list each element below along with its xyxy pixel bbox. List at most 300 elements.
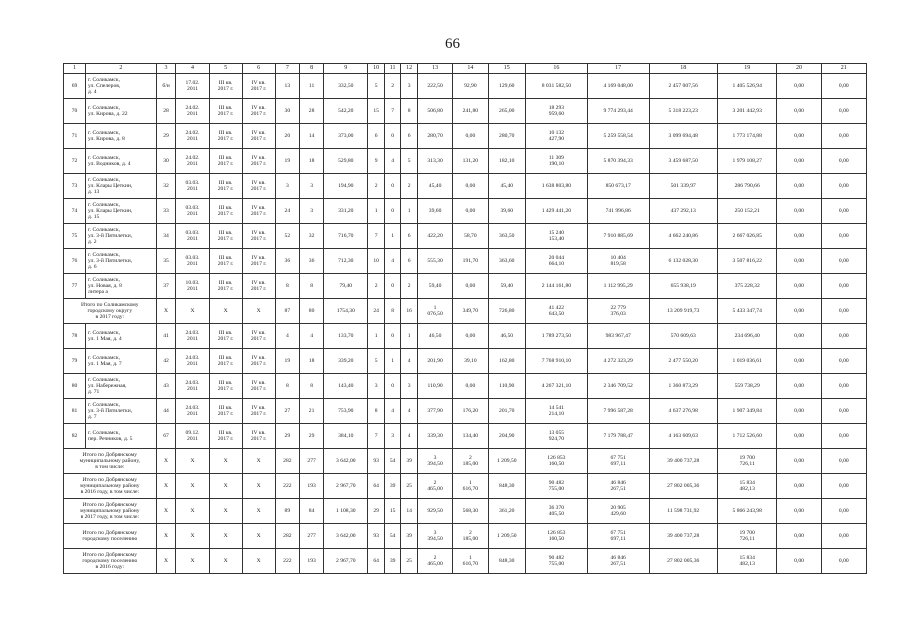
table-cell: 1 979 108,27 (717, 149, 777, 174)
table-cell: X (209, 299, 242, 324)
table-cell: 5 (368, 74, 385, 99)
table-cell: 42 (156, 349, 176, 374)
table-cell: 0,00 (453, 324, 488, 349)
table-row (64, 424, 867, 449)
table-cell: 0 (384, 374, 401, 399)
table-cell: 277 (299, 524, 323, 549)
table-row (64, 124, 867, 149)
table-cell: 850 673,17 (587, 174, 649, 199)
table-cell: 14 (401, 499, 418, 524)
table-cell: 0,00 (777, 499, 821, 524)
table-cell: 9 774 293,44 (587, 99, 649, 124)
table-cell: III кв. 2017 г. (209, 274, 242, 299)
table-cell: 75 (64, 224, 86, 249)
table-cell: 0,00 (821, 424, 866, 449)
table-cell: 2 185,00 (453, 449, 488, 474)
table-cell: IV кв. 2017 г. (242, 374, 275, 399)
table-cell: 5 (368, 349, 385, 374)
table-cell: 363,50 (488, 224, 526, 249)
table-cell: 6 132 028,30 (649, 249, 717, 274)
table-cell: 0,00 (777, 224, 821, 249)
table-cell: 2 (401, 274, 418, 299)
table-cell: 2 967,70 (324, 549, 368, 574)
table-cell: 36 (275, 249, 299, 274)
table-cell: 19 700 726,11 (717, 524, 777, 549)
table-cell: 437 292,13 (649, 199, 717, 224)
table-cell: 501 339,97 (649, 174, 717, 199)
table-cell: X (242, 474, 275, 499)
table-row (64, 224, 867, 249)
table-cell: 983 967,47 (587, 324, 649, 349)
table-cell: 7 910 885,69 (587, 224, 649, 249)
table-cell: 331,20 (324, 199, 368, 224)
table-cell: 11 598 731,92 (649, 499, 717, 524)
total-label: Итого по Соликамскому городскому округу в 2017 году: (64, 299, 157, 324)
table-cell: 0,00 (777, 249, 821, 274)
table-cell: 29 (368, 499, 385, 524)
address-cell: г. Соликамск, ул. Клары Цеткин, д. 15 (86, 199, 157, 224)
table-cell: 24.03. 2011 (176, 374, 209, 399)
table-cell: 3 (401, 374, 418, 399)
table-cell: 4 (275, 324, 299, 349)
column-number: 2 (86, 64, 157, 74)
table-cell: 92,90 (453, 74, 488, 99)
table-cell: III кв. 2017 г. (209, 324, 242, 349)
table-cell: 82 (64, 424, 86, 449)
column-number: 7 (275, 64, 299, 74)
table-cell: 93 (368, 524, 385, 549)
table-cell: 0,00 (821, 324, 866, 349)
table-cell: 2 465,00 (417, 474, 452, 499)
table-cell: 89 (275, 499, 299, 524)
table-cell: 43 (156, 374, 176, 399)
table-cell: 134,40 (453, 424, 488, 449)
table-cell: 555,30 (417, 249, 452, 274)
total-label: Итого по Добрянскому городскому поселению в 2016 году: (64, 549, 157, 574)
table-cell: 1 773 174,88 (717, 124, 777, 149)
table-cell: 1 108,30 (324, 499, 368, 524)
table-cell: 363,60 (488, 249, 526, 274)
table-cell: X (156, 499, 176, 524)
address-cell: г. Соликамск, ул. Кирова, д. 22 (86, 99, 157, 124)
table-cell: III кв. 2017 г. (209, 374, 242, 399)
table-cell: 0,00 (453, 124, 488, 149)
table-cell: 34 (156, 224, 176, 249)
table-cell: 4 169 048,00 (587, 74, 649, 99)
table-cell: 44 (156, 399, 176, 424)
table-cell: 03.03. 2011 (176, 174, 209, 199)
table-cell: 373,00 (324, 124, 368, 149)
table-cell: 542,20 (324, 99, 368, 124)
table-row (64, 74, 867, 99)
table-cell: 7 (384, 99, 401, 124)
table-cell: 2 185,00 (453, 524, 488, 549)
table-cell: 0,00 (777, 274, 821, 299)
table-cell: 282 (275, 449, 299, 474)
table-cell: 30 (156, 149, 176, 174)
table-cell: 24.03. 2011 (176, 324, 209, 349)
table-cell: 15 (384, 499, 401, 524)
table-cell: IV кв. 2017 г. (242, 274, 275, 299)
table-cell: 282 (275, 524, 299, 549)
table-cell: 0,00 (821, 99, 866, 124)
table-cell: X (209, 474, 242, 499)
table-cell: 7 996 587,28 (587, 399, 649, 424)
table-cell: III кв. 2017 г. (209, 99, 242, 124)
table-cell: X (176, 524, 209, 549)
table-cell: 2 667 026,85 (717, 224, 777, 249)
table-cell: 03.03. 2011 (176, 249, 209, 274)
table-cell: 4 (384, 149, 401, 174)
table-cell: 241,80 (453, 99, 488, 124)
table-cell: 3 099 694,48 (649, 124, 717, 149)
table-cell: 377,90 (417, 399, 452, 424)
table-cell: 8 (368, 399, 385, 424)
table-cell: 8 (275, 274, 299, 299)
table-cell: III кв. 2017 г. (209, 424, 242, 449)
table-cell: 4 267 321,10 (526, 374, 588, 399)
table-cell: 0,00 (821, 224, 866, 249)
table-cell: 13 209 919,73 (649, 299, 717, 324)
table-cell: 716,70 (324, 224, 368, 249)
table-cell: 2 465,00 (417, 549, 452, 574)
table-cell: 18 (299, 349, 323, 374)
table-cell: 126 853 160,50 (526, 449, 588, 474)
table-cell: 39 (384, 474, 401, 499)
table-cell: 35 (156, 249, 176, 274)
table-cell: 10 132 427,90 (526, 124, 588, 149)
table-cell: 67 751 697,11 (587, 524, 649, 549)
table-cell: 5 866 243,98 (717, 499, 777, 524)
table-cell: 24 (275, 199, 299, 224)
table-cell: 29 (299, 424, 323, 449)
column-number: 6 (242, 64, 275, 74)
table-cell: 54 (384, 524, 401, 549)
total-label: Итого по Добрянскому муниципальному району в 2016 году, в том числе: (64, 474, 157, 499)
table-cell: 176,20 (453, 399, 488, 424)
table-cell: 11 309 190,10 (526, 149, 588, 174)
table-cell: 131,20 (453, 149, 488, 174)
table-cell: 201,70 (488, 399, 526, 424)
table-cell: 753,90 (324, 399, 368, 424)
table-cell: 03.03. 2011 (176, 224, 209, 249)
table-row (64, 199, 867, 224)
table-cell: 2 (368, 174, 385, 199)
table-cell: 58,70 (453, 224, 488, 249)
table-cell: 848,30 (488, 474, 526, 499)
table-cell: 0,00 (777, 299, 821, 324)
table-cell: 81 (64, 399, 86, 424)
table-cell: 0,00 (821, 249, 866, 274)
table-cell: 3 (299, 174, 323, 199)
table-cell: 10.03. 2011 (176, 274, 209, 299)
table-cell: 15 834 482,13 (717, 474, 777, 499)
table-cell: 36 (299, 249, 323, 274)
table-cell: 222 (275, 549, 299, 574)
table-cell: IV кв. 2017 г. (242, 349, 275, 374)
table-cell: 0,00 (821, 524, 866, 549)
table-cell: 2 477 550,20 (649, 349, 717, 374)
table-cell: 4 (401, 424, 418, 449)
table-cell: 93 (368, 449, 385, 474)
table-cell: 280,70 (417, 124, 452, 149)
table-cell: 194,90 (324, 174, 368, 199)
table-cell: 27 802 005,36 (649, 549, 717, 574)
table-cell: 80 (64, 374, 86, 399)
table-cell: 1 712 526,60 (717, 424, 777, 449)
table-cell: 0,00 (777, 549, 821, 574)
table-cell: IV кв. 2017 г. (242, 174, 275, 199)
table-cell: X (176, 549, 209, 574)
table-cell: 80 (299, 299, 323, 324)
table-cell: X (209, 449, 242, 474)
column-number: 21 (821, 64, 866, 74)
table-cell: 39 (401, 449, 418, 474)
table-cell: 15 834 482,13 (717, 549, 777, 574)
table-cell: 27 802 005,36 (649, 474, 717, 499)
table-cell: 1 209,50 (488, 524, 526, 549)
table-cell: 5 318 223,23 (649, 99, 717, 124)
table-cell: 20 905 429,60 (587, 499, 649, 524)
table-cell: 79,40 (324, 274, 368, 299)
address-cell: г. Соликамск, ул. 3-й Пятилетки, д. 2 (86, 224, 157, 249)
table-cell: 1 (401, 324, 418, 349)
column-number: 20 (777, 64, 821, 74)
table-cell: 39,60 (488, 199, 526, 224)
table-cell: 24.03. 2011 (176, 349, 209, 374)
table-cell: IV кв. 2017 г. (242, 99, 275, 124)
table-cell: 1 405 526,94 (717, 74, 777, 99)
table-cell: 21 (299, 399, 323, 424)
table-cell: 0,00 (821, 149, 866, 174)
table-cell: 0,00 (821, 349, 866, 374)
table-row (64, 249, 867, 274)
table-cell: 1 638 803,80 (526, 174, 588, 199)
table-cell: 73 (64, 174, 86, 199)
table-cell: 384,10 (324, 424, 368, 449)
column-number: 17 (587, 64, 649, 74)
table-cell: 32 (156, 174, 176, 199)
table-cell: X (209, 549, 242, 574)
column-number-row (64, 64, 867, 74)
table-cell: 712,30 (324, 249, 368, 274)
table-cell: IV кв. 2017 г. (242, 74, 275, 99)
table-cell: 3 (384, 424, 401, 449)
table-row (64, 274, 867, 299)
table-cell: III кв. 2017 г. (209, 74, 242, 99)
address-cell: г. Соликамск, ул. Новая, д. 8 литера а (86, 274, 157, 299)
table-cell: 1 112 995,29 (587, 274, 649, 299)
table-cell: 193 (299, 474, 323, 499)
table-cell: 182,10 (488, 149, 526, 174)
table-cell: 24.02. 2011 (176, 99, 209, 124)
table-cell: 19 700 726,11 (717, 449, 777, 474)
table-cell: 265,00 (488, 99, 526, 124)
table-cell: 286 790,66 (717, 174, 777, 199)
table-cell: 1 616,70 (453, 549, 488, 574)
table-row (64, 99, 867, 124)
table-cell: 64 (368, 549, 385, 574)
table-cell: 14 541 214,10 (526, 399, 588, 424)
column-number: 14 (453, 64, 488, 74)
table-cell: 143,40 (324, 374, 368, 399)
table-cell: 37 (156, 274, 176, 299)
table-cell: X (176, 449, 209, 474)
table-cell: 0 (384, 324, 401, 349)
table-cell: X (176, 299, 209, 324)
table-cell: 18 (299, 149, 323, 174)
table-cell: 4 272 323,29 (587, 349, 649, 374)
table-cell: 84 (299, 499, 323, 524)
table-cell: 2 (401, 174, 418, 199)
table-cell: 0,00 (453, 199, 488, 224)
column-number: 9 (324, 64, 368, 74)
table-cell: 18 293 959,60 (526, 99, 588, 124)
table-cell: 570 609,63 (649, 324, 717, 349)
column-number: 8 (299, 64, 323, 74)
table-cell: 0,00 (821, 124, 866, 149)
table-cell: 29 (275, 424, 299, 449)
table-cell: 741 996,86 (587, 199, 649, 224)
table-cell: X (176, 474, 209, 499)
table-cell: X (242, 499, 275, 524)
table-cell: 79 (64, 349, 86, 374)
total-label: Итого по Добрянскому городскому поселению (64, 524, 157, 549)
table-cell: 2 144 161,80 (526, 274, 588, 299)
table-cell: 4 662 240,86 (649, 224, 717, 249)
total-row (64, 449, 867, 474)
table-cell: 39 (384, 549, 401, 574)
table-cell: III кв. 2017 г. (209, 174, 242, 199)
table-cell: 41 422 643,50 (526, 299, 588, 324)
table-cell: 3 642,00 (324, 524, 368, 549)
housing-program-table (63, 63, 867, 574)
table-cell: 1 789 273,50 (526, 324, 588, 349)
table-row (64, 349, 867, 374)
table-cell: III кв. 2017 г. (209, 199, 242, 224)
address-cell: г. Соликамск, ул. 3-й Пятилетки, д. 6 (86, 249, 157, 274)
table-cell: IV кв. 2017 г. (242, 399, 275, 424)
table-cell: 280,70 (488, 124, 526, 149)
table-cell: 19 (275, 149, 299, 174)
table-cell: IV кв. 2017 г. (242, 149, 275, 174)
table-cell: 3 394,50 (417, 524, 452, 549)
table-cell: 0,00 (777, 199, 821, 224)
table-cell: 3 459 687,50 (649, 149, 717, 174)
table-cell: X (156, 449, 176, 474)
total-row (64, 499, 867, 524)
total-row (64, 299, 867, 324)
table-cell: 1 616,70 (453, 474, 488, 499)
table-cell: 0,00 (821, 299, 866, 324)
table-cell: 4 (299, 324, 323, 349)
table-cell: 3 (368, 374, 385, 399)
address-cell: г. Соликамск, ул. Кирова, д. 8 (86, 124, 157, 149)
table-cell: 59,40 (417, 274, 452, 299)
table-cell: 1 (384, 349, 401, 374)
table-cell: 2 457 007,56 (649, 74, 717, 99)
total-label: Итого по Добрянскому муниципальному району, в том числе: (64, 449, 157, 474)
column-number: 3 (156, 64, 176, 74)
column-number: 13 (417, 64, 452, 74)
table-cell: 11 (299, 74, 323, 99)
table-cell: X (242, 549, 275, 574)
table-cell: 655 938,19 (649, 274, 717, 299)
table-row (64, 149, 867, 174)
table-cell: 3 (299, 199, 323, 224)
table-cell: 59,40 (488, 274, 526, 299)
table-cell: 6 (401, 124, 418, 149)
table-cell: 529,80 (324, 149, 368, 174)
table-cell: 222 (275, 474, 299, 499)
address-cell: г. Соликамск, пер. Речников, д. 5 (86, 424, 157, 449)
table-cell: 15 (368, 99, 385, 124)
table-cell: 162,80 (488, 349, 526, 374)
table-cell: X (156, 299, 176, 324)
table-cell: 28 (156, 99, 176, 124)
table-cell: 19 (275, 349, 299, 374)
table-cell: 24.02. 2011 (176, 149, 209, 174)
table-cell: 4 (401, 399, 418, 424)
table-cell: 193 (299, 549, 323, 574)
table-cell: 24 (368, 299, 385, 324)
table-cell: 1 209,50 (488, 449, 526, 474)
table-cell: 7 (368, 424, 385, 449)
table-cell: 20 044 664,10 (526, 249, 588, 274)
table-cell: X (156, 549, 176, 574)
table-cell: X (176, 499, 209, 524)
table-cell: 2 346 709,52 (587, 374, 649, 399)
table-cell: 3 642,00 (324, 449, 368, 474)
address-cell: г. Соликамск, ул. 1 Мая, д. 7 (86, 349, 157, 374)
table-cell: 28 (299, 99, 323, 124)
table-cell: 0 (384, 274, 401, 299)
table-cell: 46,50 (417, 324, 452, 349)
table-cell: 0,00 (821, 549, 866, 574)
table-cell: 1 429 441,20 (526, 199, 588, 224)
table-cell: 3 (275, 174, 299, 199)
table-cell: 0,00 (821, 399, 866, 424)
table-cell: 64 (368, 474, 385, 499)
table-cell: 0,00 (777, 324, 821, 349)
column-number: 12 (401, 64, 418, 74)
table-cell: X (242, 449, 275, 474)
table-cell: 929,50 (417, 499, 452, 524)
table-cell: III кв. 2017 г. (209, 349, 242, 374)
table-cell: 559 738,29 (717, 374, 777, 399)
table-cell: 90 482 755,00 (526, 549, 588, 574)
table-cell: 39 (401, 524, 418, 549)
table-cell: 1 (368, 199, 385, 224)
table-cell: 0,00 (777, 124, 821, 149)
table-cell: III кв. 2017 г. (209, 399, 242, 424)
table-cell: 1 076,50 (417, 299, 452, 324)
table-cell: 110,90 (417, 374, 452, 399)
address-cell: г. Соликамск, ул. Водников, д. 4 (86, 149, 157, 174)
table-body (64, 64, 867, 574)
table-cell: 8 031 582,50 (526, 74, 588, 99)
table-cell: 9 (368, 149, 385, 174)
table-cell: 8 (384, 299, 401, 324)
table-cell: 0,00 (821, 274, 866, 299)
table-cell: 0,00 (777, 74, 821, 99)
table-cell: 33 (156, 199, 176, 224)
table-cell: IV кв. 2017 г. (242, 324, 275, 349)
table-cell: 222,50 (417, 74, 452, 99)
table-cell: III кв. 2017 г. (209, 224, 242, 249)
table-cell: 5 870 394,33 (587, 149, 649, 174)
table-cell: 72 (64, 149, 86, 174)
